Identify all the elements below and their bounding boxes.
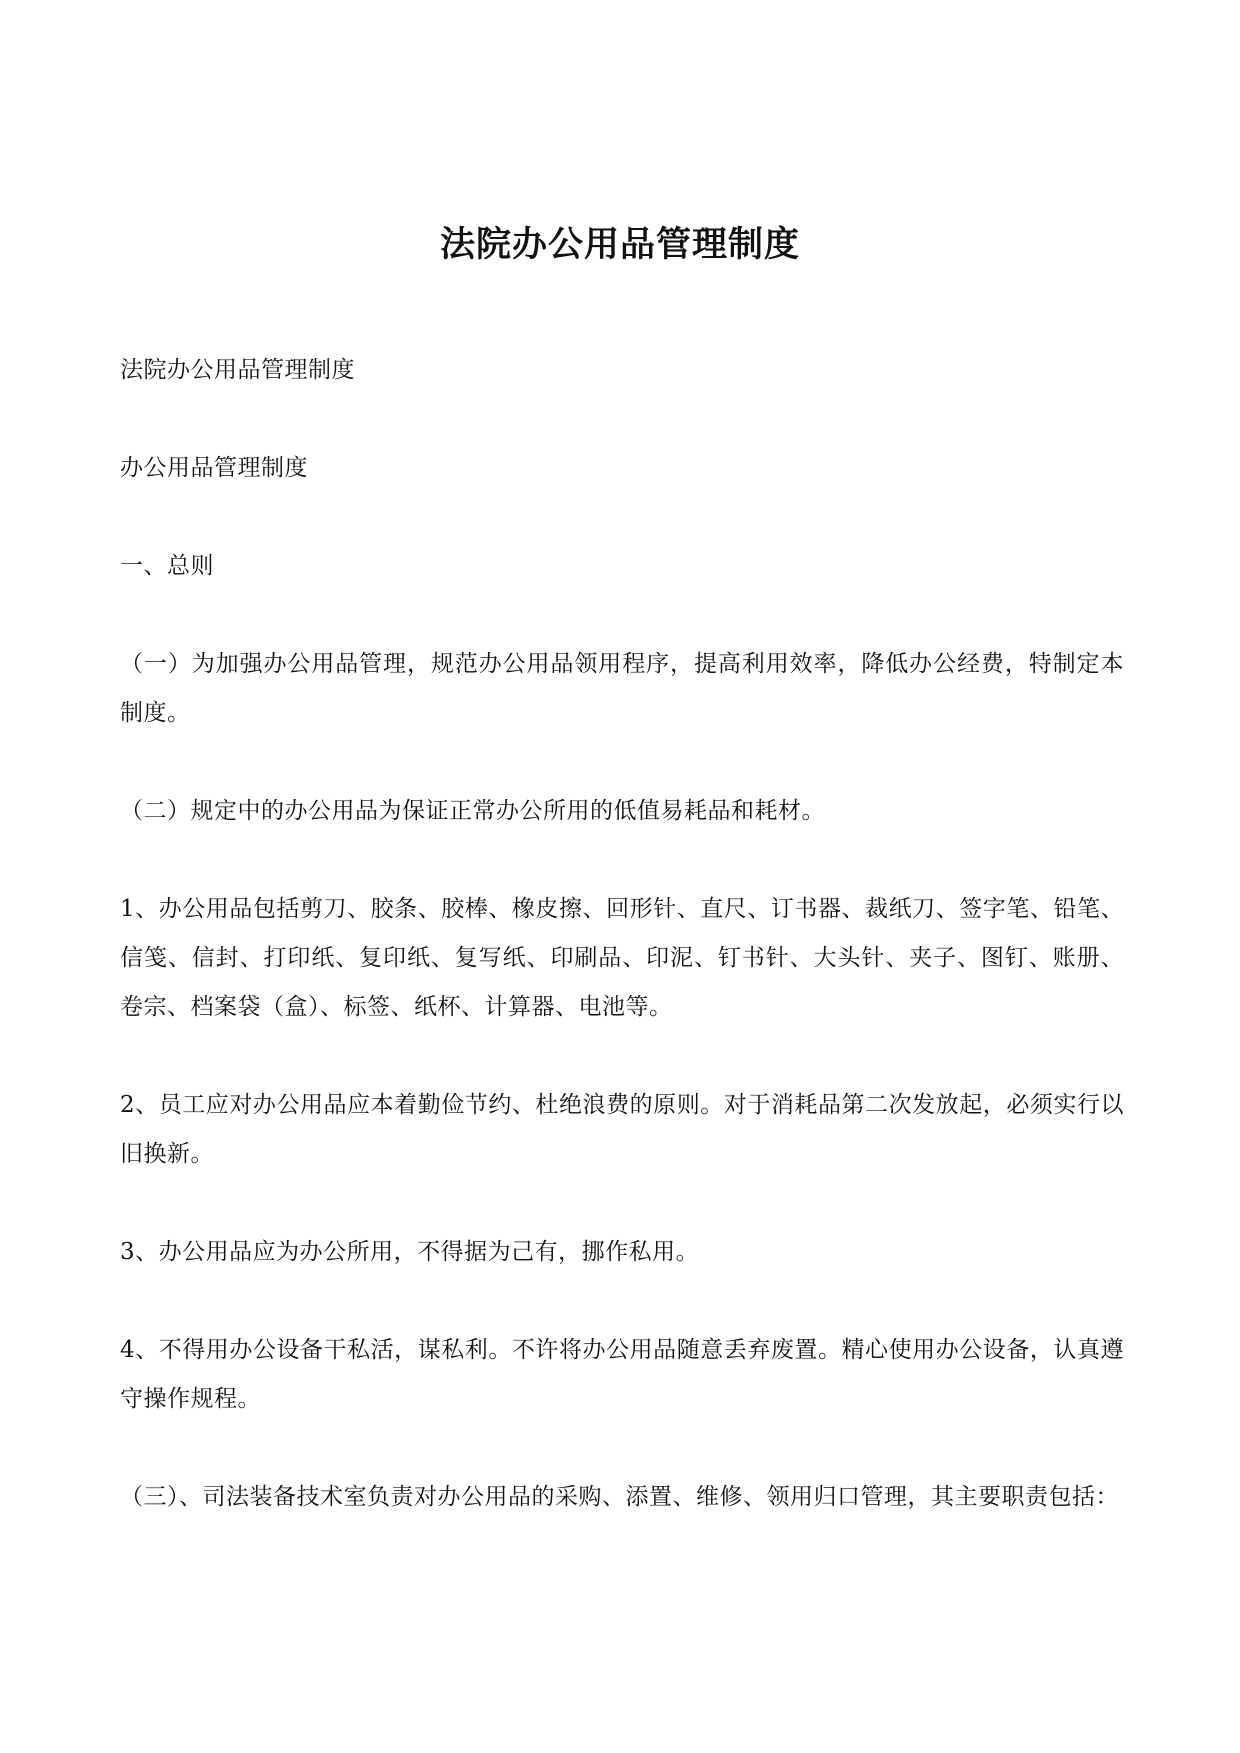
document-title: 法院办公用品管理制度	[439, 224, 800, 265]
general-provisions-heading: 一、总则	[120, 553, 214, 579]
clause-2-paragraph: （二）规定中的办公用品为保证正常办公所用的低值易耗品和耗材。	[120, 798, 825, 824]
clause-3-paragraph: （三）、司法装备技术室负责对办公用品的采购、添置、维修、领用归口管理，其主要职责包括：	[120, 1484, 1119, 1510]
item-2-paragraph: 2、员工应对办公用品应本着勤俭节约、杜绝浪费的原则。对于消耗品第二次发放起，必须实行以旧换新。	[120, 1092, 1124, 1167]
section-heading-paragraph: 办公用品管理制度	[120, 455, 308, 481]
item-3-paragraph: 3、办公用品应为办公所用，不得据为己有，挪作私用。	[120, 1239, 700, 1265]
item-1-paragraph: 1、办公用品包括剪刀、胶条、胶棒、橡皮擦、回形针、直尺、订书器、裁纸刀、签字笔、铅笔、信笺、信封、打印纸、复印纸、复写纸、印刷品、印泥、钉书针、大头针、夹子、图钉、账册、卷宗、档案袋（盒）、标签、纸杯、计算器、电池等。	[120, 896, 1124, 1020]
clause-1-paragraph: （一）为加强办公用品管理，规范办公用品领用程序，提高利用效率，降低办公经费，特制定本制度。	[120, 651, 1124, 726]
item-4-paragraph: 4、不得用办公设备干私活，谋私利。不许将办公用品随意丢弃废置。精心使用办公设备，认真遵守操作规程。	[120, 1337, 1124, 1412]
subtitle-paragraph: 法院办公用品管理制度	[120, 357, 355, 383]
